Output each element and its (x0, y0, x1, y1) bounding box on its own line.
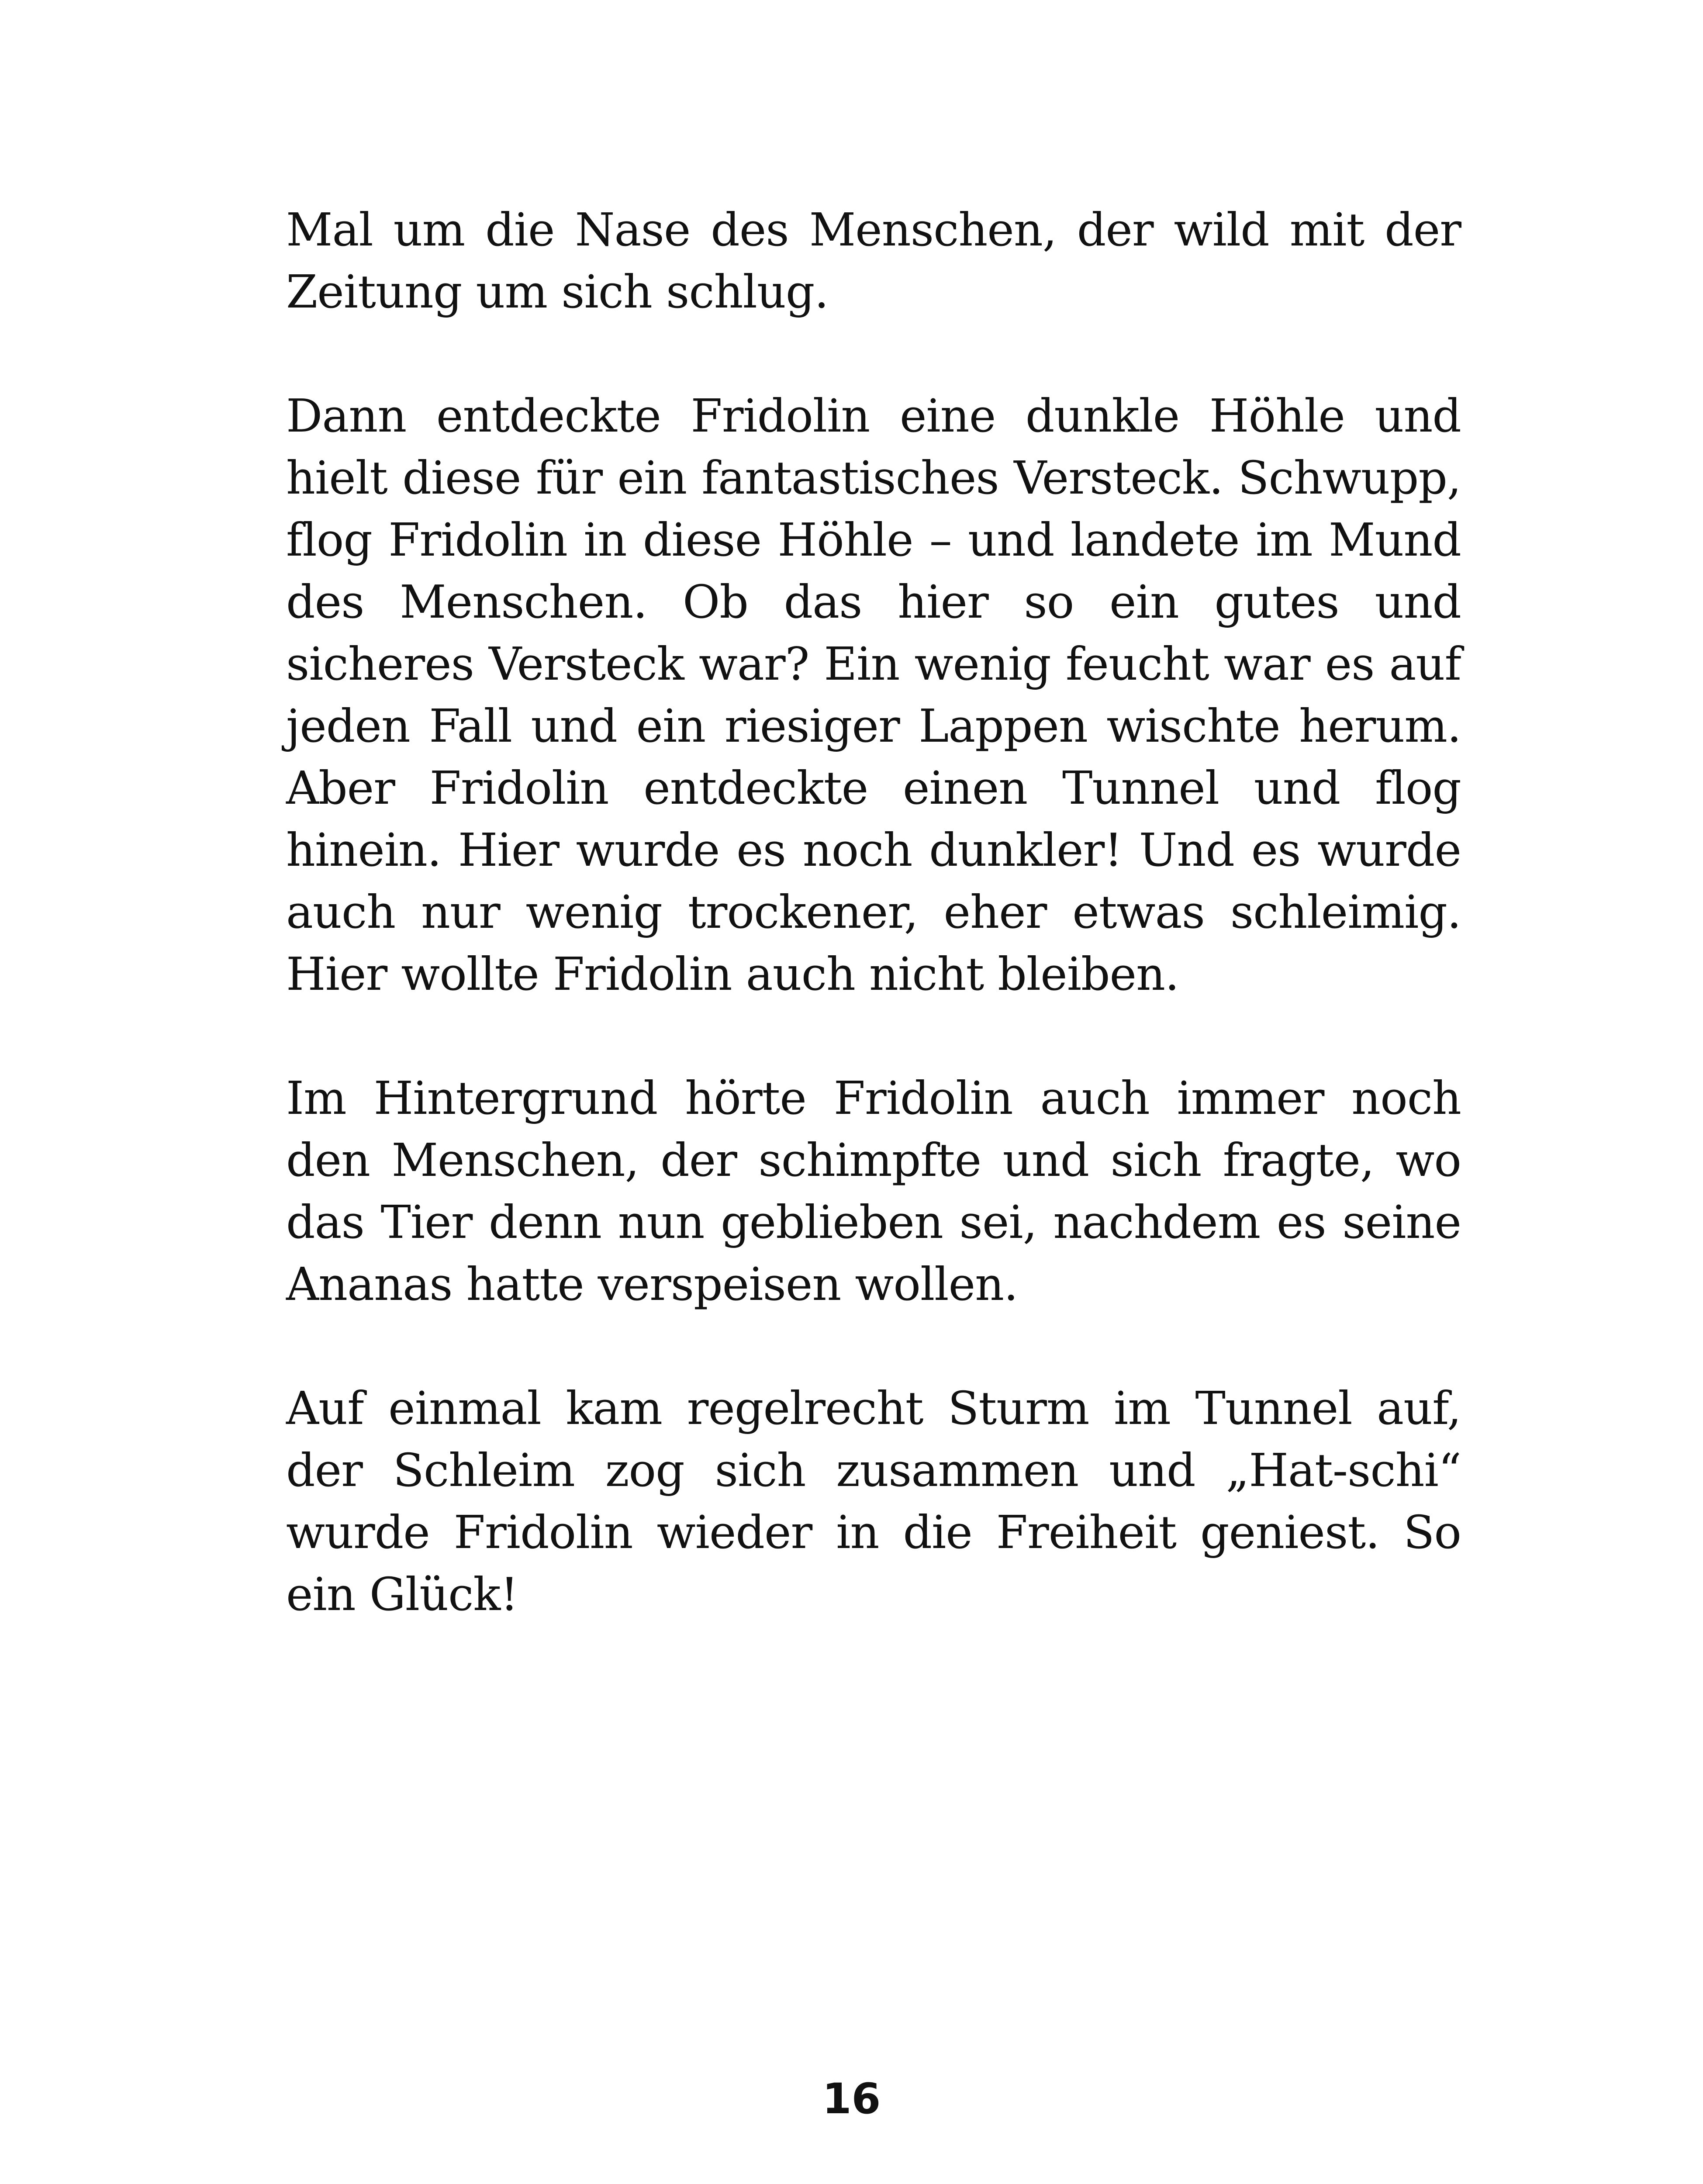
paragraph-3: Im Hintergrund hörte Fridolin auch immer noch den Menschen, der schimpfte und sich fragte, wo das Tier denn nun geblieben sei, nachdem es seine Ananas hatte verspeisen wollen. (286, 1071, 1461, 1311)
body-text (286, 199, 1461, 1687)
paragraph-4: Auf einmal kam regelrecht Sturm im Tunnel auf, der Schleim zog sich zusammen und „Hat-schi“ wurde Fridolin wieder in die Freiheit geniest. So ein Glück! (286, 1382, 1461, 1621)
page-number: 16 (822, 2074, 881, 2123)
paragraph-2: Dann entdeckte Fridolin eine dunkle Höhle und hielt diese für ein fantastisches Versteck. Schwupp, flog Fridolin in diese Höhle – und landete im Mund des Menschen. Ob das hier so ein gutes und sicheres Versteck war? Ein wenig feucht war es auf jeden Fall und ein riesiger Lappen wischte herum. Aber Fridolin entdeckte einen Tunnel und flog hinein. Hier wurde es noch dunkler! Und es wurde auch nur wenig trockener, eher etwas schleimig. Hier wollte Fridolin auch nicht bleiben. (286, 389, 1461, 1001)
paragraph-1: Mal um die Nase des Menschen, der wild mit der Zeitung um sich schlug. (286, 203, 1461, 318)
